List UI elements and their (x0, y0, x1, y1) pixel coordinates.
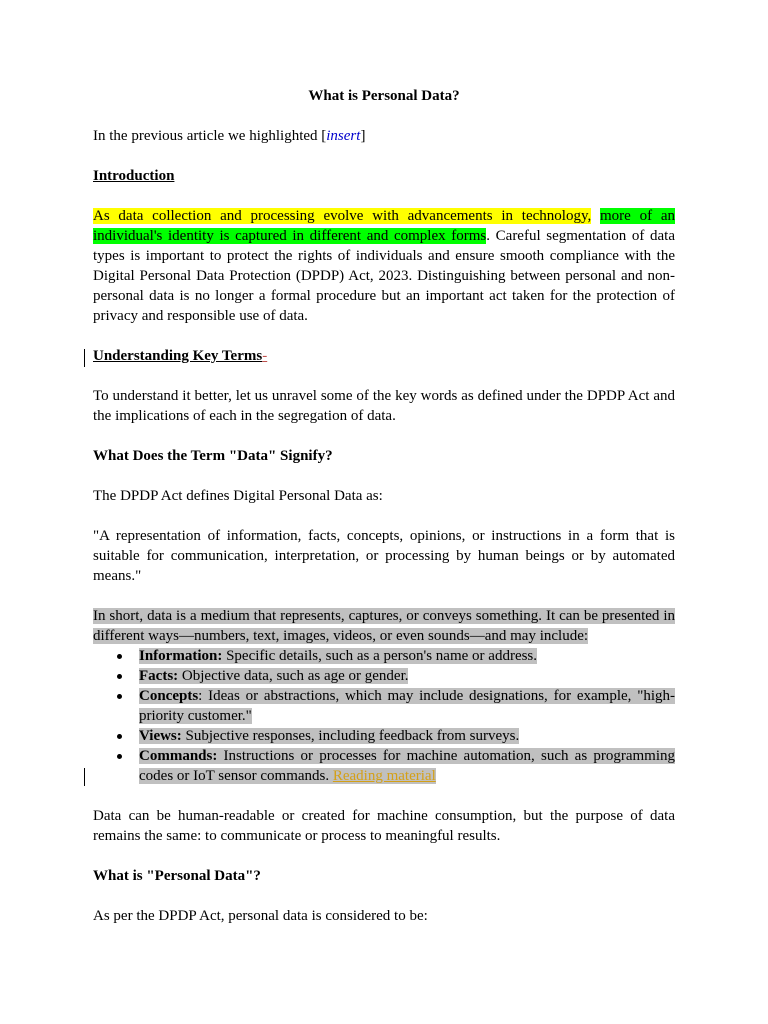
key-terms-heading-line (93, 346, 675, 366)
document-title: What is Personal Data? (308, 88, 460, 104)
highlight-yellow: As data collection and processing evolve with advancements in technology, (93, 208, 592, 224)
list-item (139, 726, 675, 746)
definition-quote: "A representation of information, facts, concepts, opinions, or instructions in a form that is suitable for communication, interpretation, or processing by human beings or by automated means." (93, 528, 675, 584)
list-term: Concepts (139, 688, 199, 704)
list-term: Views: (139, 728, 182, 744)
in-short-paragraph (93, 606, 675, 646)
dpdp-defines: The DPDP Act defines Digital Personal Data as: (93, 488, 383, 504)
list-desc: : Ideas or abstractions, which may include designations, for example, "high-priority customer." (139, 688, 675, 724)
list-term: Commands: (139, 748, 218, 764)
list-desc: Subjective responses, including feedback from surveys. (181, 728, 520, 744)
data-heading: What Does the Term "Data" Signify? (93, 448, 333, 464)
highlight-green: more of an individual's identity is captured in different and complex forms (93, 208, 676, 244)
list-desc: Instructions or processes for machine automation, such as programming codes or IoT sensor commands. (139, 748, 675, 784)
list-item (139, 666, 675, 686)
list-desc: Objective data, such as age or gender. (178, 668, 409, 684)
human-readable-paragraph: Data can be human-readable or created for machine consumption, but the purpose of data remains the same: to communicate or process to meaningful results. (93, 808, 675, 844)
personal-data-heading: What is "Personal Data"? (93, 868, 261, 884)
list-term: Information: (139, 648, 223, 664)
introduction-heading: Introduction (93, 168, 175, 184)
list-item (139, 686, 675, 726)
insert-placeholder[interactable]: insert (326, 128, 361, 144)
document-body[interactable] (93, 86, 675, 926)
list-desc: Specific details, such as a person's name or address. (222, 648, 538, 664)
introduction-rest: . Careful segmentation of data types is important to protect the rights of individuals and ensure smooth compliance with the Digital Personal Data Protection (DPDP) Act, 2023. Distinguishing between personal and non-personal data is no longer a formal procedure but an important act taken for the protection of privacy and responsible use of data. (93, 228, 675, 324)
introduction-paragraph (93, 206, 675, 326)
as-per-paragraph: As per the DPDP Act, personal data is considered to be: (93, 908, 428, 924)
text-cursor (84, 349, 85, 367)
key-terms-paragraph: To understand it better, let us unravel some of the key words as defined under the DPDP Act and the implications of each in the segregation of data. (93, 388, 675, 424)
key-terms-heading: Understanding Key Terms (93, 348, 263, 364)
space (591, 208, 600, 224)
intro-line (93, 126, 675, 146)
list-term: Facts: (139, 668, 179, 684)
intro-text-before: In the previous article we highlighted [ (93, 128, 327, 144)
list-item (139, 746, 675, 786)
list-item (139, 646, 675, 666)
tracked-change-mark: - (262, 348, 268, 364)
highlight-gray: In short, data is a medium that represents, captures, or conveys something. It can be presented in different ways—numbers, text, images, videos, or even sounds—and may include: (93, 608, 675, 644)
reading-material-link[interactable]: Reading material (332, 768, 436, 784)
data-types-list (93, 646, 675, 786)
text-cursor (84, 768, 85, 786)
intro-text-after: ] (360, 128, 366, 144)
